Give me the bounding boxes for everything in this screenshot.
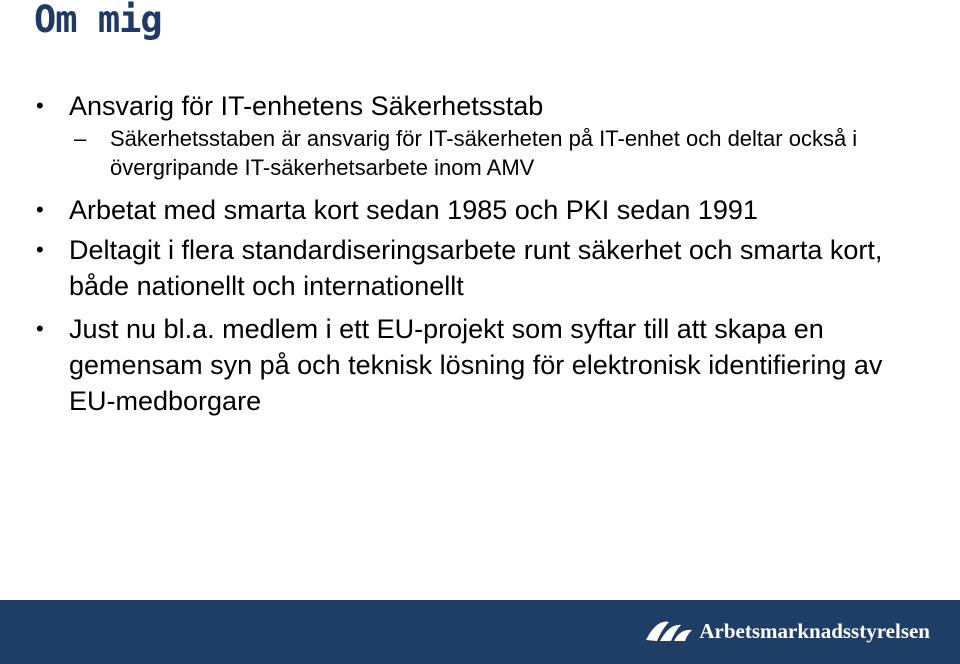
bullet-dot-icon: •	[36, 197, 44, 222]
bullet-dot-icon: •	[36, 237, 44, 262]
logo-text: Arbetsmarknadsstyrelsen	[699, 618, 930, 643]
sub-bullet-text: Säkerhetsstaben är ansvarig för IT-säkerheten på IT-enhet och deltar också i övergripande IT-säkerhetsarbete inom AMV	[110, 126, 858, 180]
bullet-dot-icon: •	[36, 316, 44, 341]
bullet-text: Ansvarig för IT-enhetens Säkerhetsstab	[69, 91, 544, 121]
bullet-item	[36, 192, 916, 228]
dash-icon: –	[74, 126, 87, 151]
logo	[645, 618, 930, 644]
sub-bullet-item	[36, 124, 916, 182]
footer-bar	[0, 600, 960, 664]
bullet-text: Just nu bl.a. medlem i ett EU-projekt som syftar till att skapa en gemensam syn på och teknisk lösning för elektronisk identifiering av EU-medborgare	[69, 314, 883, 416]
slide-title: Om mig	[34, 0, 162, 41]
bullet-item	[36, 88, 916, 124]
bullet-list	[36, 88, 916, 423]
bullet-dot-icon: •	[36, 93, 44, 118]
bullet-item	[36, 232, 916, 304]
bullet-item	[36, 311, 916, 419]
bullet-text: Arbetat med smarta kort sedan 1985 och PKI sedan 1991	[69, 195, 758, 225]
bird-wings-icon	[645, 618, 693, 644]
bullet-text: Deltagit i flera standardiseringsarbete runt säkerhet och smarta kort, både nationellt och internationellt	[69, 235, 883, 301]
